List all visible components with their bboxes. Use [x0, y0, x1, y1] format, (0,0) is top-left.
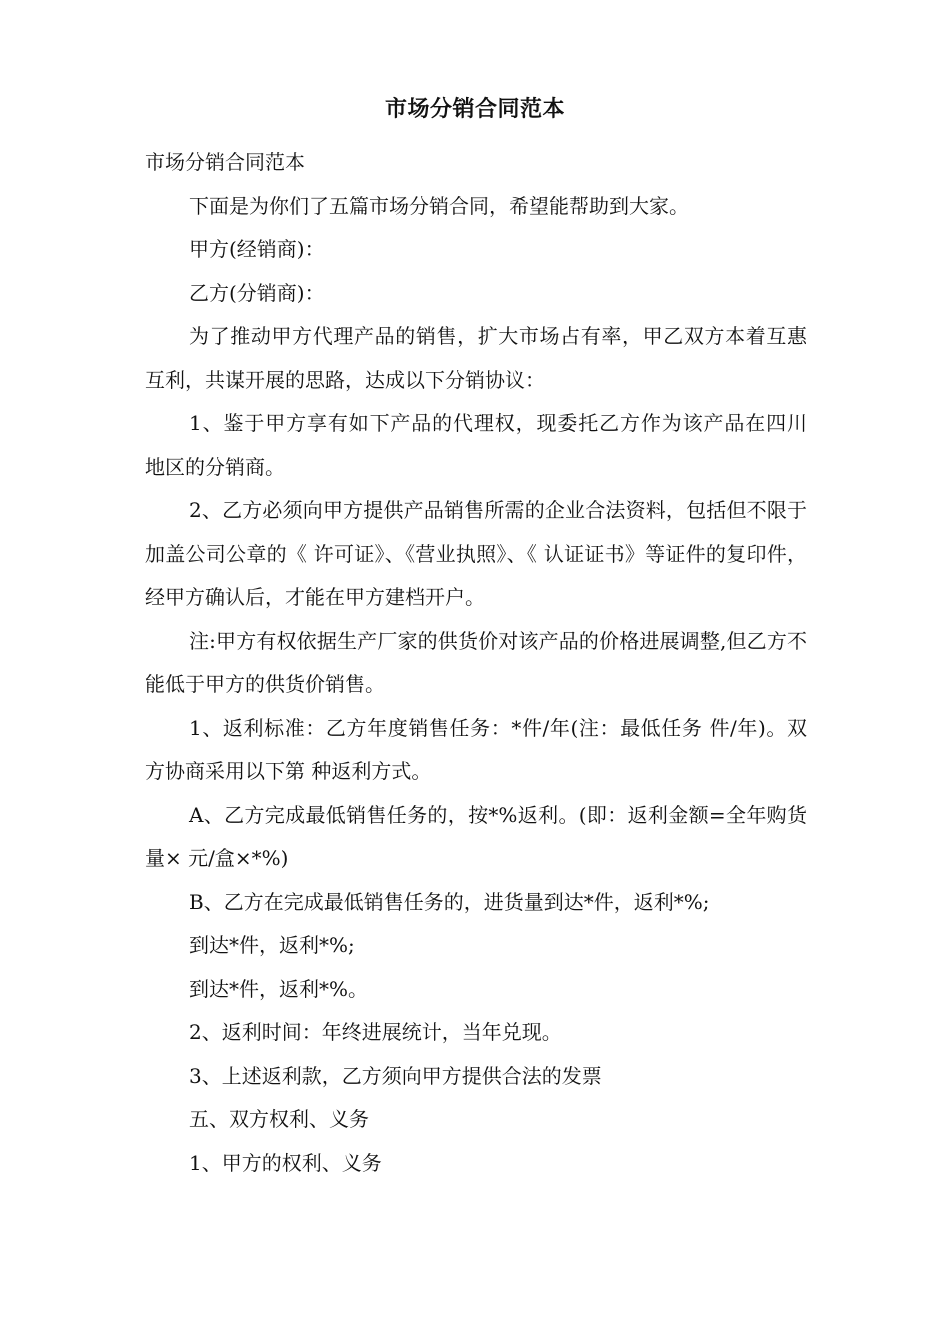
document-body [145, 141, 807, 1185]
section-subheading-party-a: 1、甲方的权利、义务 [189, 1150, 382, 1175]
paragraph-party-a: 甲方(经销商)： [189, 237, 325, 261]
paragraph-intro: 下面是为你们了五篇市场分销合同，希望能帮助到大家。 [189, 193, 689, 218]
paragraph-rebate-time: 2、返利时间：年终进展统计，当年兑现。 [189, 1020, 562, 1044]
paragraph-note: 注:甲方有权依据生产厂家的供货价对该产品的价格进展调整,但乙方不能低于甲方的供货价销售。 [145, 628, 807, 696]
document-title: 市场分销合同范本 [384, 96, 565, 122]
paragraph-rebate-b-tier-3: 到达*件，返利*%。 [189, 976, 369, 1001]
paragraph-purpose: 为了推动甲方代理产品的销售，扩大市场占有率，甲乙双方本着互惠互利，共谋开展的思路，达成以下分销协议： [145, 324, 807, 392]
paragraph-clause-2: 2、乙方必须向甲方提供产品销售所需的企业合法资料，包括但不限于加盖公司公章的《 许可证》、《营业执照》、《 认证证书》等证件的复印件，经甲方确认后，才能在甲方建档开户。 [145, 498, 807, 609]
section-heading-rights: 五、双方权利、义务 [189, 1107, 369, 1131]
paragraph-rebate-invoice: 3、上述返利款，乙方须向甲方提供合法的发票 [189, 1063, 602, 1088]
paragraph-party-b: 乙方(分销商)： [189, 280, 325, 305]
heading-line: 市场分销合同范本 [145, 150, 305, 174]
paragraph-rebate-a: A、乙方完成最低销售任务的，按*%返利。(即：返利金额=全年购货量× 元/盒×*%) [145, 802, 807, 870]
paragraph-rebate-standard: 1、返利标准：乙方年度销售任务：*件/年(注：最低任务 件/年)。双方协商采用以下第 种返利方式。 [145, 715, 807, 783]
paragraph-clause-1: 1、鉴于甲方享有如下产品的代理权，现委托乙方作为该产品在四川 地区的分销商。 [145, 411, 807, 479]
paragraph-rebate-b: B、乙方在完成最低销售任务的，进货量到达*件，返利*%; [189, 889, 710, 914]
paragraph-rebate-b-tier-2: 到达*件，返利*%; [189, 933, 355, 957]
